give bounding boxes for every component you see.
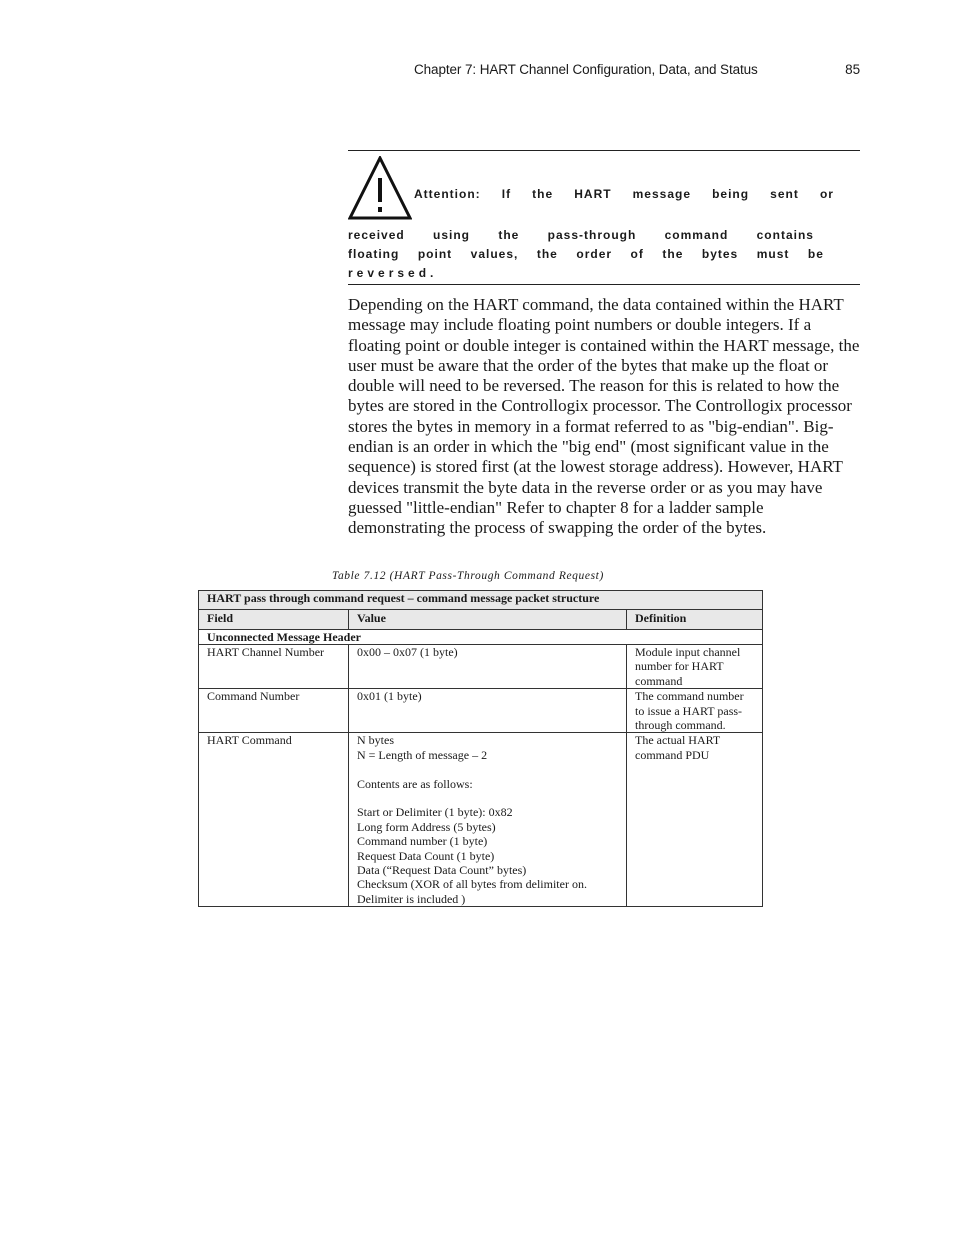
- table-title: HART pass through command request – command message packet structure: [199, 591, 763, 610]
- table-row: [199, 645, 763, 689]
- value-line: Request Data Count (1 byte): [357, 848, 495, 863]
- attention-line-3: [348, 247, 824, 261]
- field-cell: Command Number: [199, 689, 349, 733]
- table-row: [199, 733, 763, 907]
- column-header: Value: [349, 610, 627, 630]
- attention-word: Attention:: [414, 187, 481, 201]
- definition-line: The actual HART: [635, 733, 721, 748]
- value-line: Data (“Request Data Count” bytes): [357, 863, 527, 878]
- attention-word: sent: [770, 187, 799, 201]
- attention-word: pass-through: [547, 228, 637, 242]
- value-line: Delimiter is included ): [357, 891, 466, 906]
- value-line: [357, 791, 620, 805]
- attention-word: must: [756, 247, 790, 261]
- value-line: Contents are as follows:: [357, 776, 473, 791]
- field-cell: HART Command: [199, 733, 349, 907]
- column-header: Definition: [627, 610, 763, 630]
- column-header: Field: [199, 610, 349, 630]
- attention-word: contains: [756, 228, 814, 242]
- value-line: Command number (1 byte): [357, 834, 488, 849]
- warning-icon: [348, 156, 412, 220]
- table-header-row: [199, 610, 763, 630]
- definition-line: number for HART: [635, 659, 724, 674]
- attention-word: of: [630, 247, 644, 261]
- table-caption: Table 7.12 (HART Pass-Through Command Request): [332, 570, 604, 582]
- value-line: N bytes: [357, 733, 394, 748]
- table-section-header: Unconnected Message Header: [199, 630, 763, 645]
- attention-top-rule: [348, 150, 860, 151]
- attention-word: being: [712, 187, 750, 201]
- definition-line: command: [635, 673, 683, 688]
- definition-line: command PDU: [635, 747, 710, 762]
- value-line: Checksum (XOR of all bytes from delimiter on.: [357, 877, 587, 892]
- attention-line-2: [348, 228, 814, 242]
- attention-word: using: [433, 228, 471, 242]
- attention-word: bytes: [701, 247, 739, 261]
- attention-word: the: [662, 247, 684, 261]
- definition-cell: [627, 733, 763, 907]
- attention-word: command: [664, 228, 729, 242]
- table-row: [199, 689, 763, 733]
- definition-line: Module input channel: [635, 645, 741, 659]
- attention-word: be: [807, 247, 824, 261]
- attention-word: HART: [574, 187, 612, 201]
- attention-line-4: reversed.: [348, 266, 438, 280]
- attention-word: floating: [348, 247, 400, 261]
- value-line: 0x00 – 0x07 (1 byte): [357, 645, 458, 659]
- value-line: 0x01 (1 byte): [357, 689, 422, 704]
- definition-line: to issue a HART pass-: [635, 703, 743, 718]
- attention-word: the: [532, 187, 554, 201]
- field-cell: HART Channel Number: [199, 645, 349, 689]
- attention-word: or: [819, 187, 834, 201]
- value-line: Long form Address (5 bytes): [357, 819, 496, 834]
- attention-word: values,: [470, 247, 519, 261]
- attention-line-1: [414, 187, 834, 201]
- definition-line: through command.: [635, 718, 726, 733]
- command-request-table: [198, 590, 763, 907]
- definition-cell: [627, 689, 763, 733]
- page-header: [414, 62, 860, 77]
- value-line: Start or Delimiter (1 byte): 0x82: [357, 805, 513, 820]
- attention-word: received: [348, 228, 405, 242]
- value-line: N = Length of message – 2: [357, 747, 488, 762]
- value-cell: [349, 689, 627, 733]
- value-line: [357, 762, 620, 776]
- body-paragraph: Depending on the HART command, the data contained within the HART message may include floating point numbers or double integers. If a floating point or double integer is contained within the HART message, the user must be aware that the order of the bytes that make up the float or double will need to be reversed. The reason for this is related to how the bytes are stored in the Controllogix processor. The Controllogix processor stores the bytes in memory in a format referred to as "big-endian". Big-endian is an order in which the "big end" (most significant value in the sequence) is stored first (at the lowest storage address). However, HART devices transmit the byte data in the reverse order or as you may have guessed "little-endian" Refer to chapter 8 for a ladder sample demonstrating the process of swapping the order of the bytes.: [348, 295, 860, 538]
- definition-cell: [627, 645, 763, 689]
- page-number: 85: [845, 62, 860, 77]
- attention-bottom-rule: [348, 284, 860, 285]
- definition-line: The command number: [635, 689, 744, 704]
- value-cell: [349, 645, 627, 689]
- attention-word: If: [501, 187, 512, 201]
- attention-word: message: [632, 187, 692, 201]
- chapter-title: Chapter 7: HART Channel Configuration, Data, and Status: [414, 62, 758, 77]
- attention-word: order: [576, 247, 613, 261]
- attention-word: the: [536, 247, 558, 261]
- attention-word: point: [417, 247, 453, 261]
- value-cell: [349, 733, 627, 907]
- attention-word: the: [498, 228, 520, 242]
